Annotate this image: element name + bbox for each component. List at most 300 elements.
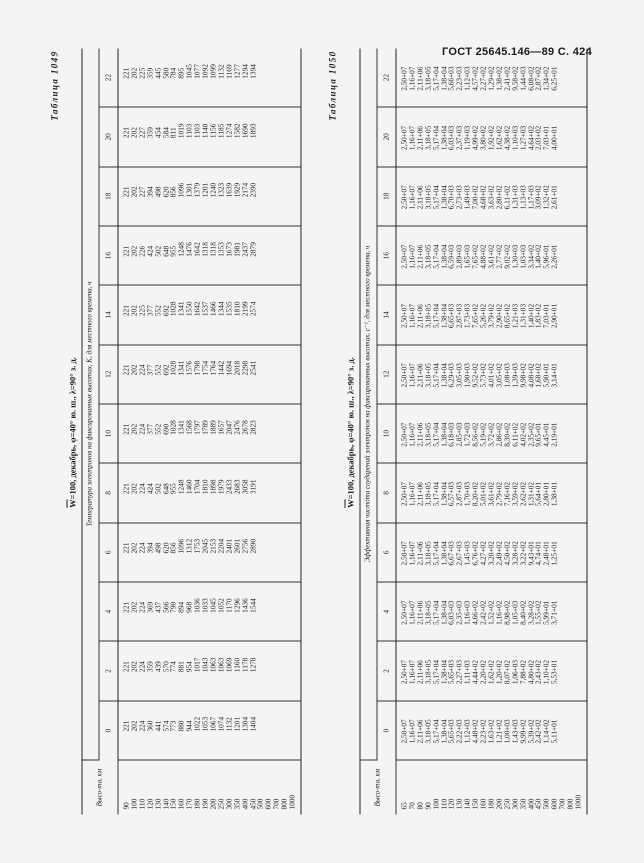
value-cell: 1657	[217, 403, 225, 462]
value-cell: 881	[178, 641, 186, 700]
height-cell: 140	[161, 798, 171, 809]
value-cell: 5,53+01	[551, 641, 559, 700]
value-cell	[257, 166, 265, 225]
value-cell: 1,63+02	[487, 700, 495, 759]
height-cell: 250	[502, 798, 512, 809]
value-cell: 1,16+07	[408, 166, 416, 225]
value-cell: 1043	[202, 641, 210, 700]
value-cell	[265, 107, 273, 166]
hour-header: 0	[377, 700, 396, 759]
value-cell	[281, 166, 289, 225]
hour-header: 8	[99, 463, 118, 522]
value-cell: 2,41+02	[503, 48, 511, 107]
value-cell: 5,17+04	[432, 581, 440, 640]
value-cell: 1274	[225, 107, 233, 166]
value-cell: 5,39+02	[527, 700, 535, 759]
table-row	[249, 48, 257, 814]
temperature-table	[82, 48, 302, 814]
hour-header: 6	[377, 522, 396, 581]
value-cell: 5,17+04	[432, 225, 440, 284]
value-cell	[289, 581, 301, 640]
value-cell: 1,38+04	[440, 700, 448, 759]
value-cell: 2,67+03	[456, 522, 464, 581]
value-cell: 1318	[209, 225, 217, 284]
value-cell: 1318	[202, 225, 210, 284]
value-cell: 1103	[194, 107, 202, 166]
value-cell: 2,11+06	[416, 225, 424, 284]
value-cell: 1,16+07	[408, 641, 416, 700]
value-cell: 1568	[186, 403, 194, 462]
value-cell: 2,11+06	[416, 285, 424, 344]
height-cell: 300	[510, 798, 520, 809]
value-cell	[273, 641, 281, 700]
hour-header: 18	[377, 166, 396, 225]
value-cell: 620	[162, 166, 170, 225]
value-cell: 1582	[233, 107, 241, 166]
value-cell: 1764	[209, 344, 217, 403]
value-cell: 552	[154, 344, 162, 403]
value-cell	[559, 107, 567, 166]
value-cell: 7,65+02	[472, 225, 480, 284]
value-cell: 3,18+05	[424, 166, 432, 225]
value-cell: 4,57+02	[472, 48, 480, 107]
value-cell: 1754	[202, 344, 210, 403]
value-cell: 1028	[170, 344, 178, 403]
value-cell	[281, 641, 289, 700]
value-cell: 9,99+02	[519, 700, 527, 759]
value-cell: 2,86+02	[495, 403, 503, 462]
value-cell	[257, 225, 265, 284]
value-cell: 1,31+03	[511, 166, 519, 225]
value-cell: 648	[162, 463, 170, 522]
value-cell: 1,29+02	[487, 48, 495, 107]
value-cell: 1,38+02	[495, 48, 503, 107]
value-cell: 224	[138, 581, 146, 640]
value-cell: 1442	[217, 344, 225, 403]
value-cell: 1898	[209, 463, 217, 522]
value-cell: 2541	[249, 344, 257, 403]
hour-header: 0	[99, 700, 118, 759]
value-cell: 1404	[249, 700, 257, 759]
value-cell: 1,40+02	[527, 285, 535, 344]
value-cell: 1160	[233, 641, 241, 700]
value-cell: 2,37+03	[456, 107, 464, 166]
height-cell: 180	[192, 798, 202, 809]
value-cell: 1394	[249, 48, 257, 107]
value-cell: 394	[146, 166, 154, 225]
value-cell: 2823	[249, 403, 257, 462]
value-cell: 2433	[225, 463, 233, 522]
value-cell: 2,50+07	[396, 463, 408, 522]
value-cell: 2,20+02	[480, 641, 488, 700]
table-row	[257, 48, 265, 814]
value-cell: 2,35+02	[527, 403, 535, 462]
value-cell: 1,11+03	[464, 641, 472, 700]
value-cell: 1,38+04	[440, 285, 448, 344]
hour-header: 10	[99, 403, 118, 462]
value-cell: 6,08+02	[527, 48, 535, 107]
value-cell	[559, 403, 567, 462]
table-row	[574, 48, 586, 814]
height-cell: 200	[208, 798, 218, 809]
height-cell: 200	[494, 798, 504, 809]
value-cell: 1092	[202, 48, 210, 107]
value-cell: 1,38+04	[440, 463, 448, 522]
value-cell	[559, 463, 567, 522]
table-row	[559, 48, 567, 814]
value-cell	[273, 48, 281, 107]
value-cell: 221	[118, 285, 130, 344]
value-cell: 502	[154, 225, 162, 284]
height-cell: 90	[423, 801, 433, 809]
table-row	[551, 48, 559, 814]
value-cell: 1,92+02	[487, 107, 495, 166]
value-cell: 221	[118, 581, 130, 640]
value-cell: 1673	[225, 225, 233, 284]
value-cell: 1889	[209, 403, 217, 462]
value-cell: 3,18+05	[424, 463, 432, 522]
value-cell	[567, 285, 575, 344]
value-cell	[289, 48, 301, 107]
value-cell	[265, 166, 273, 225]
value-cell: 856	[170, 166, 178, 225]
value-cell: 3,18+05	[424, 48, 432, 107]
value-cell: 4,88+02	[480, 225, 488, 284]
value-cell: 2,62+02	[519, 463, 527, 522]
value-cell	[265, 403, 273, 462]
height-cell: 100	[431, 798, 441, 809]
value-cell: 968	[186, 581, 194, 640]
value-cell: 4,64+02	[527, 107, 535, 166]
height-cell: 150	[470, 798, 480, 809]
value-cell: 1,72+03	[464, 403, 472, 462]
value-cell: 1690	[241, 107, 249, 166]
value-cell: 6,57+03	[448, 463, 456, 522]
value-cell: 2,43+02	[535, 641, 543, 700]
value-cell: 1466	[209, 285, 217, 344]
value-cell	[289, 522, 301, 581]
value-cell	[265, 48, 273, 107]
hour-header: 4	[99, 581, 118, 640]
value-cell	[574, 522, 586, 581]
value-cell	[567, 225, 575, 284]
hour-header: 12	[377, 344, 396, 403]
value-cell	[257, 403, 265, 462]
value-cell: 1,16+07	[408, 225, 416, 284]
value-cell: 2,11+06	[416, 403, 424, 462]
value-cell: 7,16+02	[503, 463, 511, 522]
value-cell: 3,71+01	[551, 581, 559, 640]
height-cell: 800	[565, 798, 575, 809]
value-cell: 1,16+07	[408, 48, 416, 107]
value-cell: 1460	[186, 463, 194, 522]
value-cell: 9,65+01	[535, 403, 543, 462]
value-cell: 1537	[202, 285, 210, 344]
value-cell: 1,08+03	[503, 344, 511, 403]
height-cell: 500	[541, 798, 551, 809]
value-cell: 2683	[233, 463, 241, 522]
value-cell	[265, 285, 273, 344]
height-cell: 1000	[289, 760, 301, 815]
value-cell: 454	[154, 107, 162, 166]
value-cell: 880	[178, 700, 186, 759]
value-cell: 6,65+03	[448, 285, 456, 344]
value-cell: 1304	[241, 700, 249, 759]
height-cell: 140	[462, 798, 472, 809]
value-cell: 2,50+07	[396, 641, 408, 700]
table-row	[273, 48, 281, 814]
table-1049-block	[50, 42, 318, 822]
value-cell: 227	[138, 107, 146, 166]
value-cell: 5,17+04	[432, 700, 440, 759]
value-cell	[273, 107, 281, 166]
value-cell: 2,50+07	[396, 225, 408, 284]
height-cell: 450	[533, 798, 543, 809]
value-cell: 6,03+03	[448, 107, 456, 166]
collision-frequency-table	[360, 48, 588, 814]
value-cell	[574, 166, 586, 225]
value-cell: 202	[130, 581, 138, 640]
value-cell: 202	[130, 403, 138, 462]
height-cell: 110	[137, 798, 147, 809]
value-cell	[559, 522, 567, 581]
value-cell: 3,72+02	[487, 403, 495, 462]
value-cell: 1277	[233, 48, 241, 107]
value-cell: 1,38+04	[440, 522, 448, 581]
value-cell: 2437	[241, 225, 249, 284]
value-cell: 1,32+02	[543, 166, 551, 225]
value-cell: 1169	[225, 48, 233, 107]
value-cell	[559, 225, 567, 284]
hour-header: 8	[377, 463, 396, 522]
value-cell: 1,16+07	[408, 344, 416, 403]
table-caption: Эффективная частота соударений электронов на фиксированных высотах, с⁻¹, для местного времени, ч	[360, 48, 377, 760]
value-cell: 1639	[225, 166, 233, 225]
value-cell: 1022	[194, 700, 202, 759]
value-cell: 1436	[241, 581, 249, 640]
value-cell: 3,20+02	[487, 522, 495, 581]
value-cell	[273, 166, 281, 225]
table-row	[265, 48, 273, 814]
value-cell	[559, 166, 567, 225]
value-cell: 3,22+02	[519, 522, 527, 581]
value-cell: 9,43+01	[527, 522, 535, 581]
value-cell: 5,19+02	[480, 403, 488, 462]
value-cell	[567, 700, 575, 759]
value-cell: 1017	[194, 641, 202, 700]
value-cell	[265, 344, 273, 403]
value-cell: 690	[162, 403, 170, 462]
value-cell: 1694	[225, 344, 233, 403]
hours-row	[99, 48, 118, 814]
value-cell: 3,63+02	[487, 166, 495, 225]
value-cell	[273, 700, 281, 759]
value-cell	[289, 166, 301, 225]
value-cell: 3,18+05	[424, 641, 432, 700]
value-cell: 1096	[178, 166, 186, 225]
value-cell: 2,11+06	[416, 48, 424, 107]
value-cell: 1,39+03	[511, 344, 519, 403]
value-cell	[574, 344, 586, 403]
height-cell: 130	[153, 798, 163, 809]
value-cell: 1,03+03	[519, 225, 527, 284]
value-cell	[265, 641, 273, 700]
value-cell: 1,16+03	[464, 581, 472, 640]
value-cell: 5,65+03	[448, 641, 456, 700]
value-cell: 3,18+05	[424, 225, 432, 284]
value-cell: 552	[154, 285, 162, 344]
value-cell: 3,18+05	[424, 285, 432, 344]
value-cell: 4,80+02	[527, 641, 535, 700]
value-cell: 2,35+03	[456, 581, 464, 640]
value-cell: 2,77+02	[495, 225, 503, 284]
value-cell: 856	[170, 522, 178, 581]
value-cell	[559, 700, 567, 759]
value-cell: 6,59+03	[448, 225, 456, 284]
value-cell: 2,80+02	[495, 166, 503, 225]
value-cell	[289, 641, 301, 700]
value-cell: 6,11+02	[511, 403, 519, 462]
value-cell: 2,73+03	[456, 166, 464, 225]
value-cell: 224	[138, 403, 146, 462]
height-cell: 1000	[574, 760, 586, 815]
height-cell: 800	[279, 798, 289, 809]
value-cell	[567, 107, 575, 166]
value-cell	[281, 700, 289, 759]
value-cell: 2,80+01	[543, 463, 551, 522]
value-cell: 1,16+07	[408, 403, 416, 462]
value-cell: 3191	[249, 463, 257, 522]
value-cell	[567, 522, 575, 581]
value-cell: 2,50+07	[396, 700, 408, 759]
value-cell	[265, 522, 273, 581]
value-cell: 8,98+02	[503, 581, 511, 640]
value-cell	[257, 581, 265, 640]
value-cell: 1704	[194, 463, 202, 522]
value-cell: 2,85+03	[456, 403, 464, 462]
value-cell: 1,90+03	[464, 344, 472, 403]
value-cell: 1170	[225, 581, 233, 640]
height-cell: 600	[263, 798, 273, 809]
value-cell: 8,65+02	[503, 285, 511, 344]
value-cell: 1,65+03	[464, 225, 472, 284]
value-cell: 1053	[202, 700, 210, 759]
value-cell: 4,38+02	[503, 107, 511, 166]
table-label: Таблица 1050	[327, 50, 338, 121]
value-cell: 4,02+02	[519, 403, 527, 462]
value-cell	[273, 344, 281, 403]
hour-header: 20	[377, 107, 396, 166]
value-cell: 3,34+02	[527, 225, 535, 284]
height-cell: 100	[129, 798, 139, 809]
hour-header: 14	[377, 285, 396, 344]
value-cell: 7,65+02	[472, 285, 480, 344]
value-cell: 2,11+06	[416, 107, 424, 166]
value-cell: 1045	[209, 581, 217, 640]
value-cell: 2204	[217, 522, 225, 581]
height-cell: 120	[446, 798, 456, 809]
value-cell: 1810	[233, 285, 241, 344]
value-cell: 1,27+03	[519, 107, 527, 166]
value-cell: 5,17+04	[432, 403, 440, 462]
value-cell: 1,62+02	[495, 107, 503, 166]
height-cell: 170	[184, 798, 194, 809]
value-cell: 359	[146, 641, 154, 700]
value-cell: 1178	[241, 641, 249, 700]
value-cell	[281, 107, 289, 166]
value-cell	[265, 463, 273, 522]
value-cell: 895	[178, 48, 186, 107]
value-cell: 221	[118, 403, 130, 462]
value-cell: 2,50+07	[396, 344, 408, 403]
value-cell: 227	[138, 166, 146, 225]
value-cell: 2,11+06	[416, 581, 424, 640]
value-cell: 394	[146, 522, 154, 581]
value-cell: 3058	[241, 463, 249, 522]
value-cell: 1,05+03	[511, 581, 519, 640]
value-cell: 2174	[241, 166, 249, 225]
value-cell: 1341	[178, 403, 186, 462]
value-cell: 202	[130, 285, 138, 344]
value-cell: 3,18+05	[424, 403, 432, 462]
value-cell: 774	[170, 641, 178, 700]
value-cell: 377	[146, 403, 154, 462]
value-cell: 2,50+07	[396, 107, 408, 166]
value-cell: 1,19+03	[464, 107, 472, 166]
value-cell: 2,50+07	[396, 285, 408, 344]
value-cell: 1,38+04	[440, 166, 448, 225]
value-cell: 2,27+03	[456, 641, 464, 700]
value-cell: 5,99+01	[543, 581, 551, 640]
value-cell: 2890	[249, 522, 257, 581]
value-cell: 202	[130, 166, 138, 225]
value-cell: 1067	[209, 700, 217, 759]
value-cell	[257, 107, 265, 166]
value-cell	[281, 463, 289, 522]
value-cell: 1,21+02	[495, 700, 503, 759]
value-cell: 221	[118, 48, 130, 107]
value-cell	[281, 403, 289, 462]
value-cell: 1,16+07	[408, 285, 416, 344]
value-cell: 692	[162, 285, 170, 344]
height-cell: 80	[415, 801, 425, 809]
height-cell: 450	[248, 798, 257, 809]
value-cell: 574	[162, 700, 170, 759]
value-cell	[559, 285, 567, 344]
title-w: $\overline{W}$	[345, 498, 356, 508]
value-cell: 224	[138, 463, 146, 522]
value-cell: 1,16+07	[408, 522, 416, 581]
value-cell: 1344	[217, 285, 225, 344]
value-cell: 1,44+03	[519, 48, 527, 107]
value-cell: 570	[162, 641, 170, 700]
height-cell: 190	[200, 798, 210, 809]
value-cell: 2,50+07	[396, 48, 408, 107]
value-cell: 2,27+02	[480, 48, 488, 107]
value-cell: 2153	[209, 522, 217, 581]
value-cell: 4,66+02	[472, 581, 480, 640]
value-cell: 224	[138, 344, 146, 403]
value-cell	[273, 463, 281, 522]
height-cell: 700	[271, 798, 281, 809]
value-cell: 1476	[186, 225, 194, 284]
value-cell: 2,90+01	[551, 285, 559, 344]
value-cell: 3,09+02	[535, 166, 543, 225]
height-cell: 90	[121, 801, 131, 809]
value-cell: 1753	[194, 522, 202, 581]
value-cell: 1052	[217, 581, 225, 640]
value-cell: 8,56+02	[472, 403, 480, 462]
